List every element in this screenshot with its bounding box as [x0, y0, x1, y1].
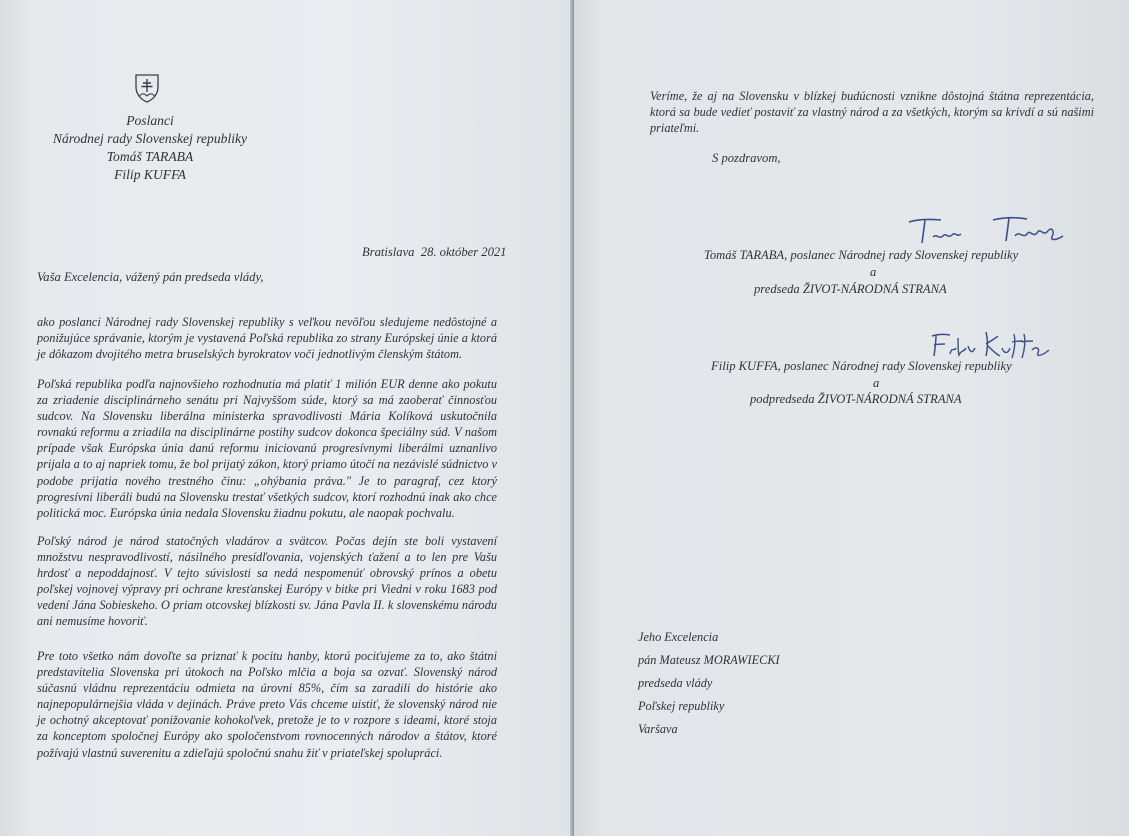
address-line: Poľskej republiky	[638, 699, 725, 713]
header-institution: Národnej rady Slovenskej republiky	[52, 131, 248, 146]
body-paragraph: ako poslanci Národnej rady Slovenskej republiky s veľkou nevôľou sledujeme nedôstojné a ponižujúce správanie, ktorým je vystavená Poľská republika zo strany Európskej únie a ktorá je dôkazom dvojitého metra bruselských byrokratov voči jednotlivým členským štátom.	[37, 315, 497, 362]
salutation: Vaša Excelencia, vážený pán predseda vlády,	[37, 270, 264, 284]
body-paragraph: Poľský národ je národ statočných vladárov a svätcov. Počas dejín ste boli vystavení množstvu nespravodlivostí, násilného presídľovania, vojenských ťažení a to len pre Vašu hrdosť a nepoddajnosť. V tejto súvislosti sa nedá nespomenúť obrovský prínos a obetu poľskej vojnovej výpravy pri ochrane kresťanskej Európy v bitke pri Viedni v roku 1683 pod vedení Jána Sobieskeho. O priam otcovskej blízkosti sv. Jána Pavla II. k slovenskému národu ani nemusíme hovoriť.	[37, 534, 497, 629]
signatory-2-conjunction: a	[873, 376, 880, 390]
signatory-1-conjunction: a	[870, 265, 877, 279]
signature-taraba	[905, 212, 1070, 248]
address-line: Jeho Excelencia	[638, 630, 719, 644]
signatory-2-name: Filip KUFFA, poslanec Národnej rady Slovenskej republiky	[711, 359, 1012, 373]
slovak-coat-of-arms-icon	[134, 73, 160, 104]
signatory-1-name: Tomáš TARABA, poslanec Národnej rady Slovenskej republiky	[704, 248, 1019, 262]
body-paragraph: Pre toto všetko nám dovoľte sa priznať k pocitu hanby, ktorú pociťujeme za to, ako štátni predstavitelia Slovenska pri útokoch na Poľsko mlčia a boja sa ozvať. Slovenský národ súčasnú vládnu reprezentáciu odmieta na úrovni 85%, čím sa zaradili do histórie ako najnepopulárnejšia vláda v dejinách. Práve preto Vás chceme uistiť, že slovenský národ nie je ochotný akceptovať ponižovanie kohokoľvek, pretože je to v rozpore s ideami, ktoré stoja za konceptom spoločnej Európy ako spoločenstvom rovnocenných národov a štátov, ktoré požívajú vlastnú suverenitu a zdieľajú spoločnú snahu žiť v priateľskej spolupráci.	[37, 649, 497, 760]
header-member-2: Filip KUFFA	[114, 167, 186, 182]
regards: S pozdravom,	[712, 151, 781, 165]
header-member-1: Tomáš TARABA	[106, 149, 194, 164]
signatory-2-role: podpredseda ŽIVOT-NÁRODNÁ STRANA	[750, 392, 962, 406]
address-line: Varšava	[638, 722, 678, 736]
place-date: Bratislava 28. október 2021	[362, 245, 507, 259]
body-paragraph: Poľská republika podľa najnovšieho rozhodnutia má platiť 1 milión EUR denne ako pokutu za zriadenie disciplinárneho senátu pri Najvyššom súde, ktorý sa má zaoberať činnosťou sudcov. Na Slovensku liberálna ministerka spravodlivosti Mária Kolíková uskutočnila rovnakú reformu a zriadila na disciplinárne postihy sudcov dokonca špeciálny súd. V našom prípade však Európska únia danú reformu iniciovanú progresívnymi liberálmi uznanlivo prijala a to aj napriek tomu, že bol prijatý zákon, ktorý priamo útočí na nezávislé súdnictvo v podobe prijatia nového trestného činu: „ohýbania práva." Je to paragraf, cez ktorý progresívni liberáli budú na Slovensku trestať všetkých sudcov, ktorí rozhodnú inak ako chce politická moc. Európska únia nedala Slovensku žiadnu pokutu, ale naopak pochvalu.	[37, 377, 497, 520]
address-line: predseda vlády	[638, 676, 713, 690]
address-line: pán Mateusz MORAWIECKI	[638, 653, 780, 667]
header-title: Poslanci	[126, 113, 174, 128]
signature-kuffa	[928, 328, 1053, 360]
signatory-1-role: predseda ŽIVOT-NÁRODNÁ STRANA	[754, 282, 947, 296]
closing-paragraph: Veríme, že aj na Slovensku v blízkej budúcnosti vznikne dôstojná štátna reprezentácia, ktorá sa bude vedieť postaviť za vlastný národ a za všetkých, ktorým sa krivdí a sú našimi priateľmi.	[650, 89, 1094, 136]
